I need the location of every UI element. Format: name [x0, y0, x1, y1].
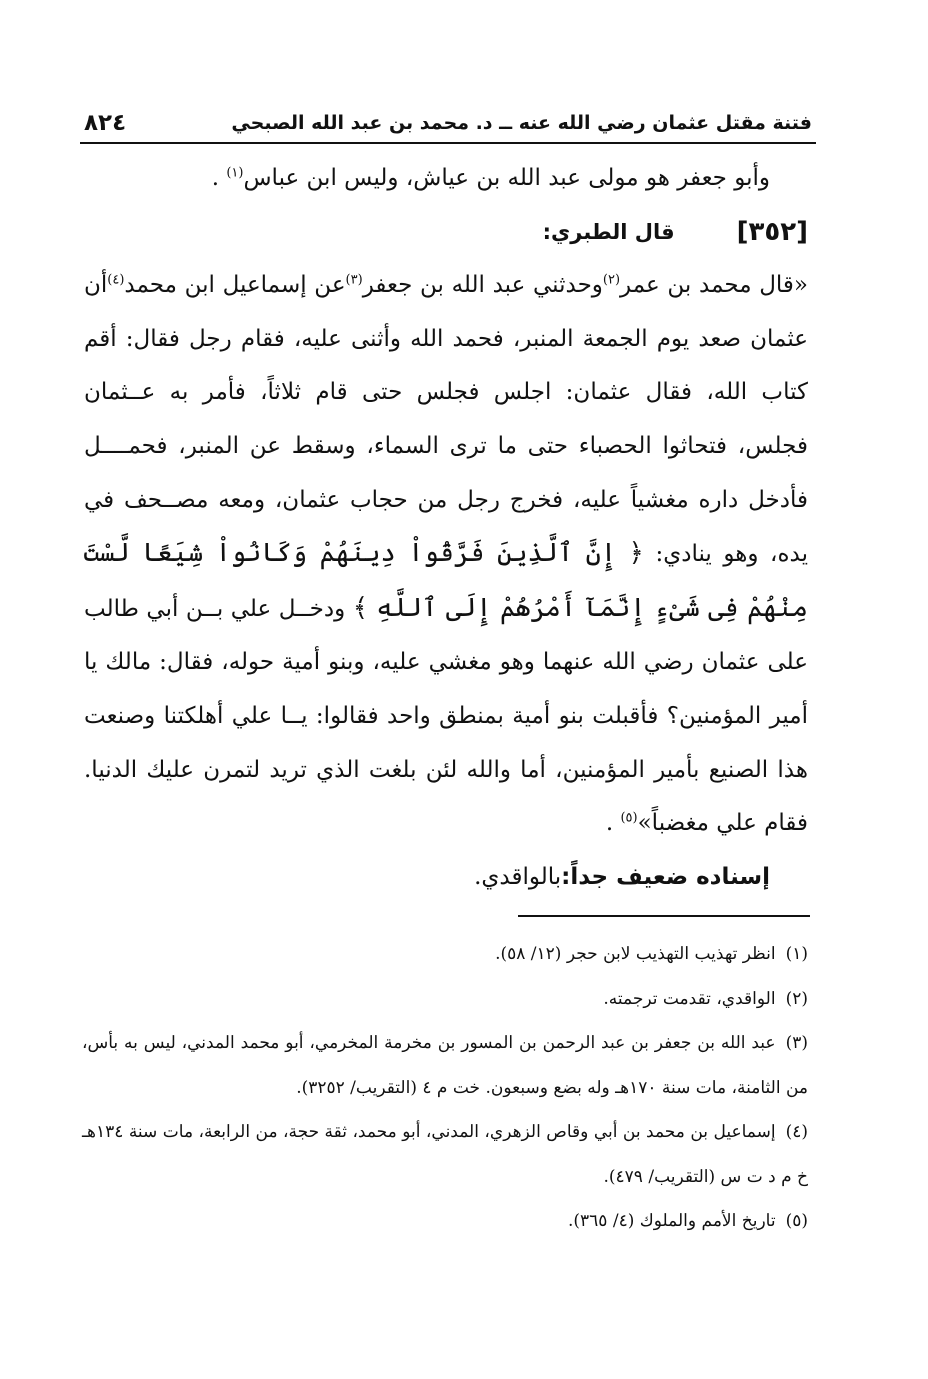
intro-end: . — [211, 165, 220, 191]
footnote-4 — [82, 1110, 808, 1199]
footnotes — [82, 932, 808, 1244]
narration-paragraph — [84, 259, 808, 851]
footnote-text-3: عبد الله بن جعفر بن عبد الرحمن بن المسور بن مخرمة المخرمي، أبو محمد المدني، ليس به بأس، من الثامنة، مات سنة ١٧٠هـ وله بضع وسبعون. خت م ٤ (التقريب/ ٣٢٥٢). — [82, 1033, 808, 1098]
narration-part-2: وحدثني عبد الله بن جعفر — [362, 272, 603, 299]
section-said: قال الطبري: — [542, 219, 675, 244]
section-number: [٣٥٢] — [736, 216, 808, 247]
footnote-ref-3: (٣) — [345, 272, 363, 288]
narration-part-4: أن عثمان صعد يوم الجمعة المنبر، فحمد الله وأثنى عليه، فقام رجل فقال: أقم كتاب الله، فقال عثمان: اجلس فجلس حتى قام ثلاثاً، فأمر به عــثمان فجلس، فتحاثوا الحصباء حتى ما ترى السماء، وسقط عن المنبر، فحمــــل فأدخل داره مغشياً عليه، فخرج رجل من حجاب عثمان، ومعه مصــحف في يده، وهو ينادي: — [84, 272, 809, 568]
quran-verse: ﴿ إِنَّ ٱلَّذِينَ فَرَّقُواْ دِينَهُمْ وَكَانُواْ شِيَعًا لَّسْتَ مِنْهُمْ فِى شَىْءٍ إِنَّمَآ أَمْرُهُمْ إِلَى ٱللَّهِ ﴾ — [84, 538, 809, 623]
narration-part-1: «قال محمد بن عمر — [620, 272, 808, 299]
narration-part-3: عن إسماعيل ابن محمد — [124, 272, 346, 299]
footnote-3 — [82, 1021, 808, 1110]
isnad-label: إسناده ضعيف جداً: — [561, 863, 770, 890]
intro-paragraph — [84, 152, 808, 206]
running-header — [84, 104, 812, 142]
footnote-text-4: إسماعيل بن محمد بن أبي وقاص الزهري، المدني، أبو محمد، ثقة حجة، من الرابعة، مات سنة ١٣٤هـ خ م د ت س (التقريب/ ٤٧٩). — [82, 1122, 808, 1187]
narration-part-5: ودخــل علي بــن أبي طالب على عثمان رضي الله عنهما وهو مغشي عليه، وبنو أمية حوله، فقال: مالك يا أمير المؤمنين؟ فأقبلت بنو أمية بمنطق واحد فقالوا: يــا علي أهلكتنا وصنعت هذا الصنيع بأمير المؤمنين، أما والله لئن بلغت الذي تريد لتمرن عليك الدنيا. فقام علي مغضباً» — [84, 595, 808, 837]
footnote-1 — [82, 932, 808, 977]
section-heading — [84, 206, 808, 260]
footnote-5 — [82, 1199, 808, 1244]
footnote-ref-2: (٢) — [602, 272, 621, 288]
footnote-mark-3: (٣) — [785, 1033, 808, 1053]
footnote-mark-5: (٥) — [785, 1211, 808, 1231]
footnote-text-1: انظر تهذيب التهذيب لابن حجر (١٢/ ٥٨). — [495, 944, 776, 964]
narration-end: . — [605, 810, 614, 837]
page-number: ٨٢٤ — [84, 110, 127, 136]
footnote-ref-1: (١) — [226, 165, 244, 181]
isnad-text: بالواقدي. — [474, 863, 562, 890]
isnad-paragraph — [84, 851, 808, 905]
footnote-text-5: تاريخ الأمم والملوك (٤/ ٣٦٥). — [567, 1211, 776, 1231]
footnote-mark-1: (١) — [785, 944, 808, 964]
footnote-mark-2: (٢) — [785, 988, 808, 1009]
footnote-2 — [82, 977, 808, 1022]
header-title: فتنة مقتل عثمان رضي الله عنه ــ د. محمد بن عبد الله الصبحي — [231, 112, 812, 134]
main-text — [84, 152, 808, 904]
intro-text: وأبو جعفر هو مولى عبد الله بن عياش، وليس ابن عباس — [243, 165, 770, 191]
footnote-ref-5: (٥) — [620, 810, 638, 826]
header-rule — [80, 142, 816, 144]
footnote-ref-4: (٤) — [107, 272, 125, 288]
footnote-text-2: الواقدي، تقدمت ترجمته. — [603, 988, 776, 1009]
footnote-rule — [518, 915, 810, 917]
footnote-mark-4: (٤) — [785, 1122, 808, 1142]
